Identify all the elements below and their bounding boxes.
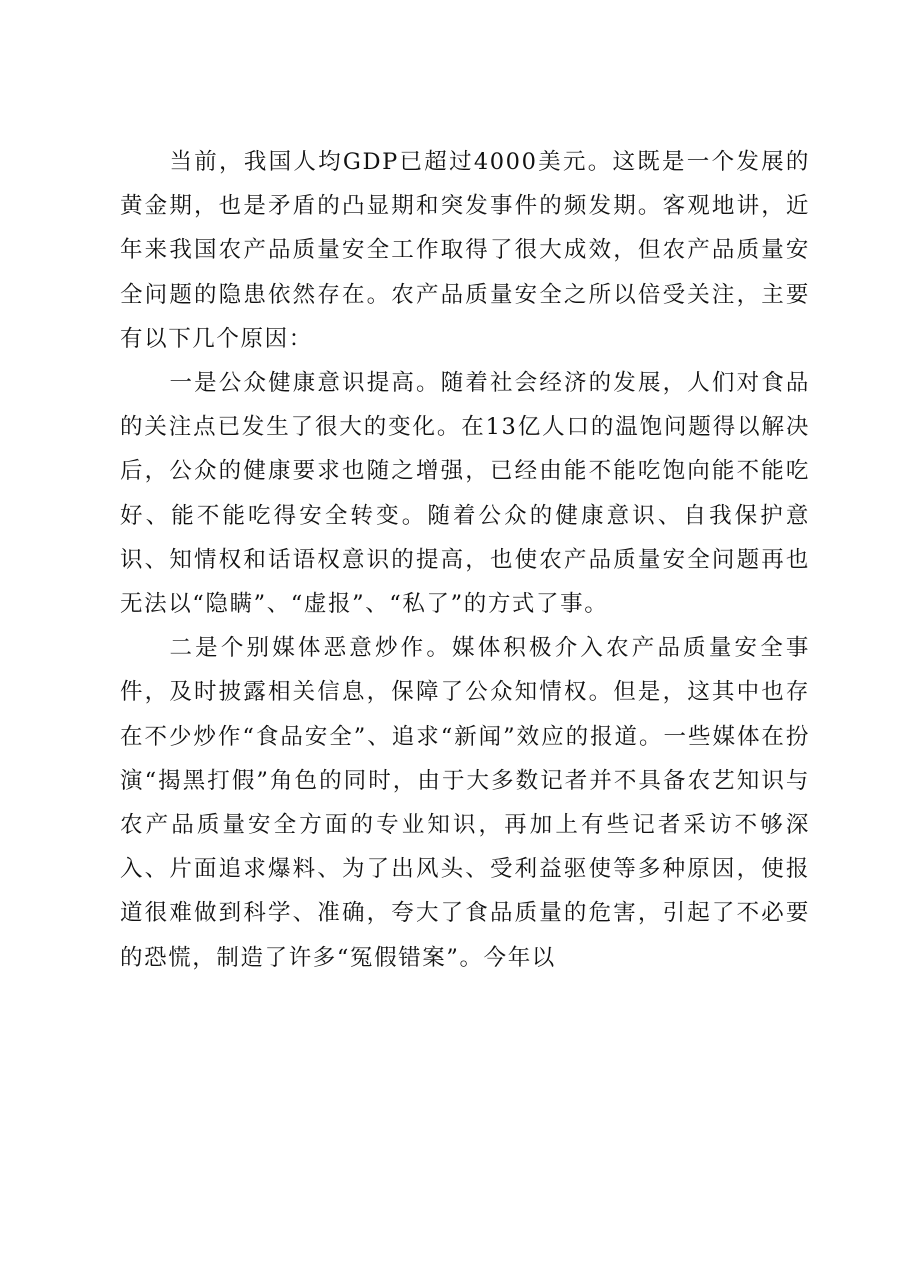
document-body: [120, 140, 810, 980]
paragraph-health-awareness: 一是公众健康意识提高。随着社会经济的发展，人们对食品的关注点已发生了很大的变化。在13亿人口的温饱问题得以解决后，公众的健康要求也随之增强，已经由能不能吃饱向能不能吃好、能不能吃得安全转变。随着公众的健康意识、自我保护意识、知情权和话语权意识的提高，也使农产品质量安全问题再也无法以“隐瞒”、“虚报”、“私了”的方式了事。: [120, 370, 810, 618]
paragraph-intro: 当前，我国人均GDP已超过4000美元。这既是一个发展的黄金期，也是矛盾的凸显期和突发事件的频发期。客观地讲，近年来我国农产品质量安全工作取得了很大成效，但农产品质量安全问题的隐患依然存在。农产品质量安全之所以倍受关注，主要有以下几个原因：: [120, 149, 810, 352]
paragraph-media-hype: 二是个别媒体恶意炒作。媒体积极介入农产品质量安全事件，及时披露相关信息，保障了公众知情权。但是，这其中也存在不少炒作“食品安全”、追求“新闻”效应的报道。一些媒体在扮演“揭黑打假”角色的同时，由于大多数记者并不具备农艺知识与农产品质量安全方面的专业知识，再加上有些记者采访不够深入、片面追求爆料、为了出风头、受利益驱使等多种原因，使报道很难做到科学、准确，夸大了食品质量的危害，引起了不必要的恐慌，制造了许多“冤假错案”。今年以: [120, 635, 810, 971]
